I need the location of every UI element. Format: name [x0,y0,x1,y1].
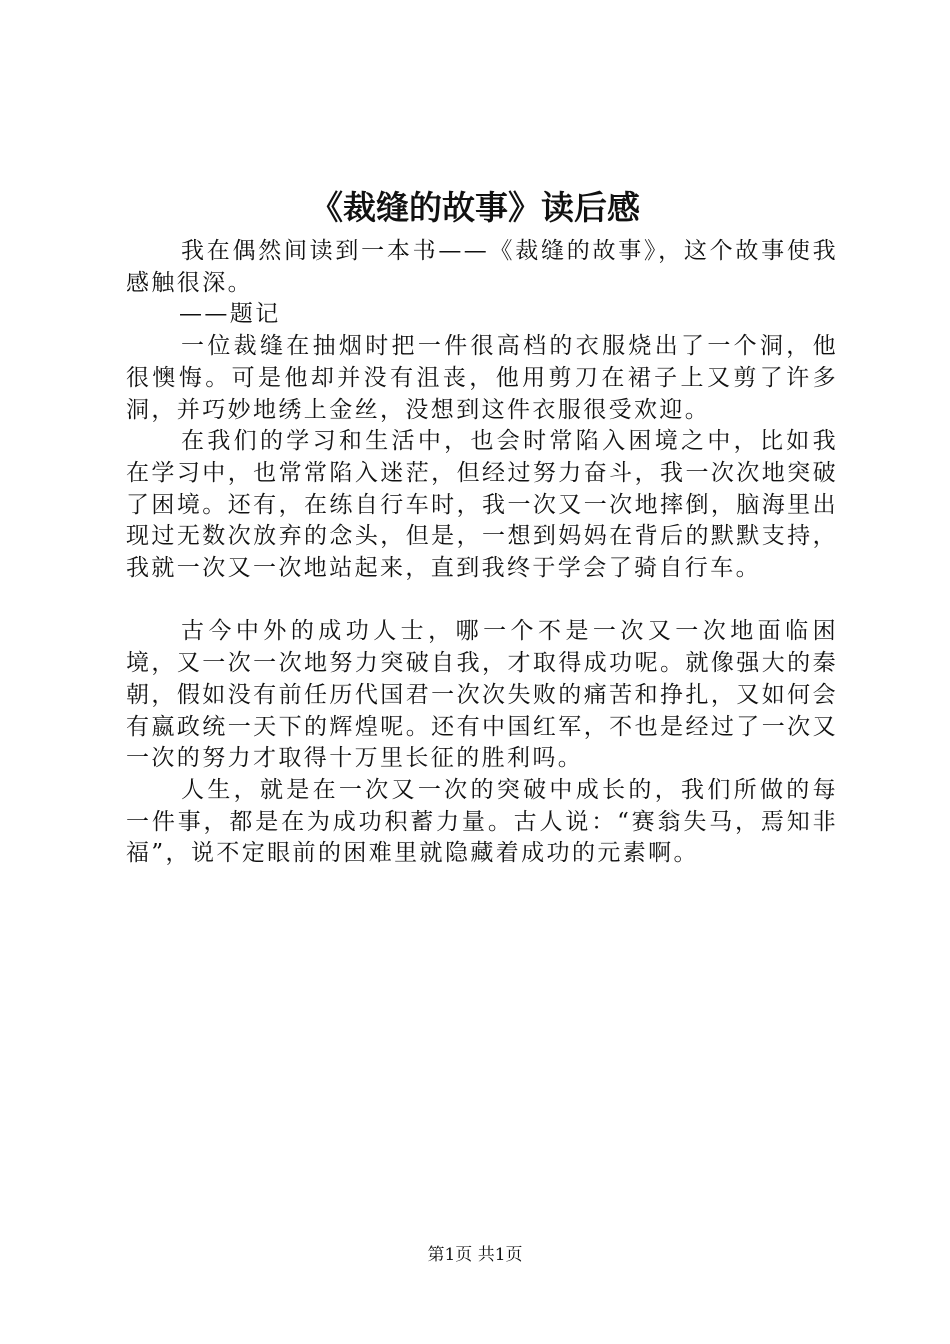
paragraph-intro: 我在偶然间读到一本书——《裁缝的故事》，这个故事使我感触很深。 [126,238,838,296]
document-body [126,236,838,870]
page-number-footer: 第1页 共1页 [427,1245,523,1265]
paragraph-spacer [126,585,838,617]
paragraph-personal-experience: 在我们的学习和生活中，也会时常陷入困境之中，比如我在学习中，也常常陷入迷茫，但经过努力奋斗，我一次次地突破了困境。还有，在练自行车时，我一次又一次地摔倒，脑海里出现过无数次放弃的念头，但是，一想到妈妈在背后的默默支持，我就一次又一次地站起来，直到我终于学会了骑自行车。 [126,428,838,582]
paragraph-successful-people: 古今中外的成功人士，哪一个不是一次又一次地面临困境，又一次一次地努力突破自我，才取得成功呢。就像强大的秦朝，假如没有前任历代国君一次次失败的痛苦和挣扎，又如何会有嬴政统一天下的辉煌呢。还有中国红军，不也是经过了一次又一次的努力才取得十万里长征的胜利吗。 [126,618,838,772]
paragraph-tailor-story: 一位裁缝在抽烟时把一件很高档的衣服烧出了一个洞，他很懊悔。可是他却并没有沮丧，他用剪刀在裙子上又剪了许多洞，并巧妙地绣上金丝，没想到这件衣服很受欢迎。 [126,333,838,423]
paragraph-epigraph-signature: ——题记 [179,301,281,328]
paragraph-conclusion: 人生，就是在一次又一次的突破中成长的，我们所做的每一件事，都是在为成功积蓄力量。古人说：“赛翁失马，焉知非福”，说不定眼前的困难里就隐藏着成功的元素啊。 [126,776,838,867]
document-title: 《裁缝的故事》读后感 [310,188,640,227]
